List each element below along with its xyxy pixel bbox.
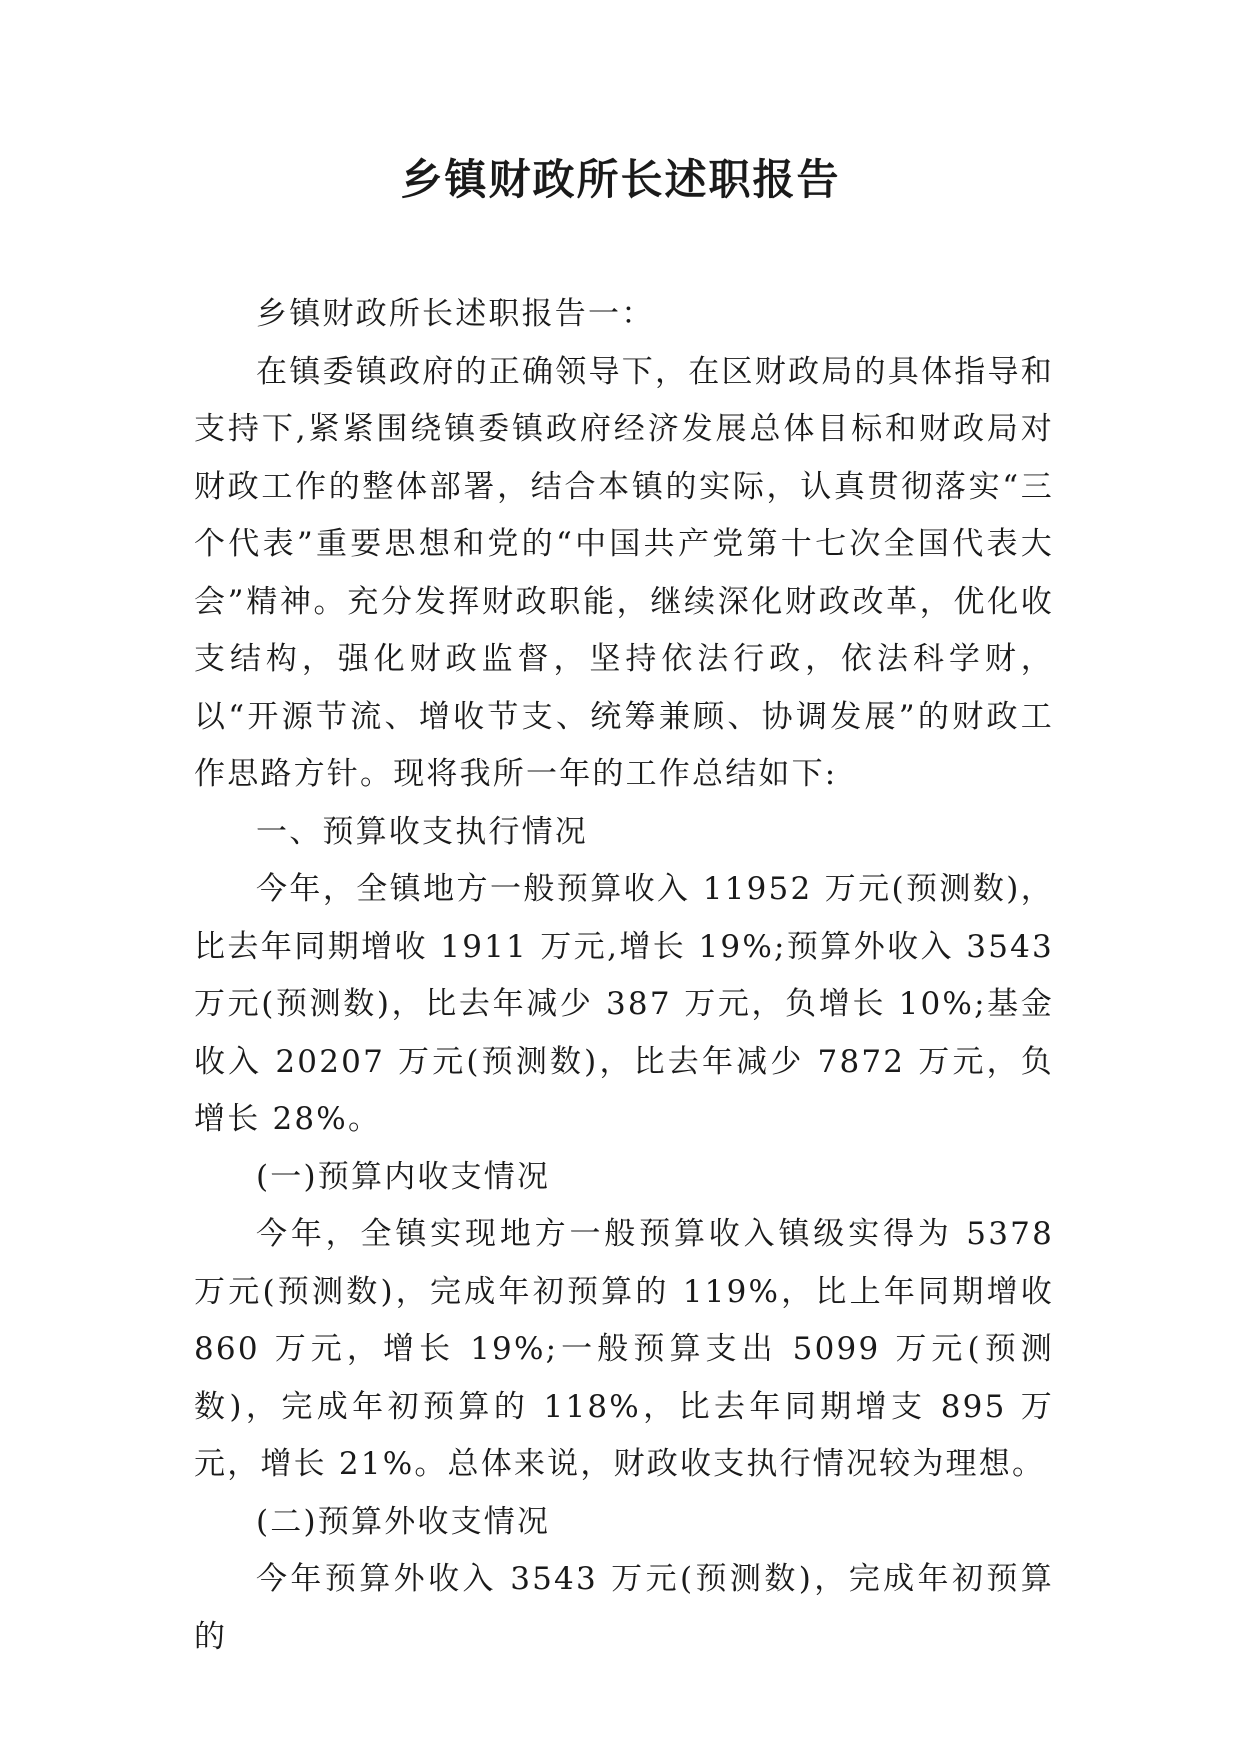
document-body: [194, 286, 1054, 1666]
subsection-heading-in-budget: (一)预算内收支情况: [256, 1158, 551, 1195]
document-title: 乡镇财政所长述职报告: [400, 155, 841, 204]
budget-overview-paragraph: 今年，全镇地方一般预算收入 11952 万元(预测数)，比去年同期增收 1911 万元,增长 19%;预算外收入 3543 万元(预测数)，比去年减少 387 万元，负增长 10%;基金收入 20207 万元(预测数)，比去年减少 7872 万元，负增长 28%。: [194, 871, 1054, 1137]
subsection-heading-off-budget: (二)预算外收支情况: [256, 1503, 551, 1540]
intro-paragraph: 在镇委镇政府的正确领导下，在区财政局的具体指导和支持下,紧紧围绕镇委镇政府经济发展总体目标和财政局对财政工作的整体部署，结合本镇的实际，认真贯彻落实“三个代表”重要思想和党的“中国共产党第十七次全国代表大会”精神。充分发挥财政职能，继续深化财政改革，优化收支结构，强化财政监督，坚持依法行政，依法科学财，以“开源节流、增收节支、统筹兼顾、协调发展”的财政工作思路方针。现将我所一年的工作总结如下:: [194, 353, 1054, 792]
report-subtitle: 乡镇财政所长述职报告一：: [256, 296, 655, 332]
in-budget-paragraph: 今年，全镇实现地方一般预算收入镇级实得为 5378 万元(预测数)，完成年初预算的 119%，比上年同期增收 860 万元，增长 19%;一般预算支出 5099 万元(预测数)，完成年初预算的 118%，比去年同期增支 895 万元，增长 21%。总体来说，财政收支执行情况较为理想。: [194, 1216, 1054, 1482]
section-heading-budget-execution: 一、预算收支执行情况: [256, 813, 588, 850]
off-budget-paragraph: 今年预算外收入 3543 万元(预测数)，完成年初预算的: [194, 1561, 1054, 1655]
